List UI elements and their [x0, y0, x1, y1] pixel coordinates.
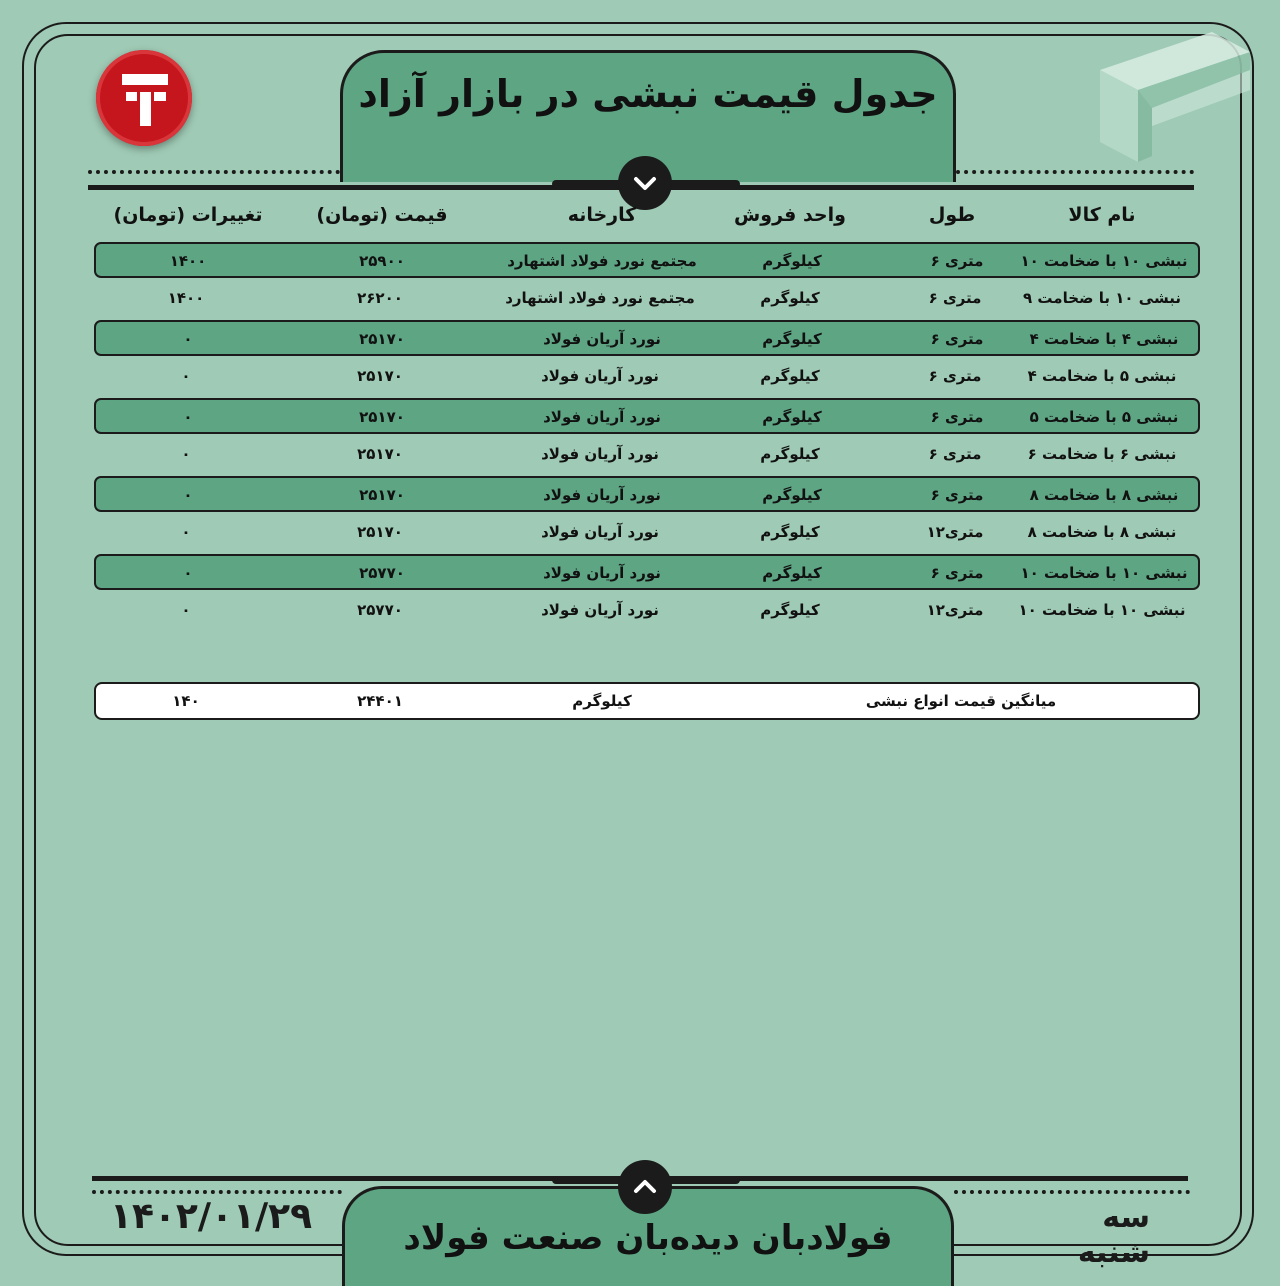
column-header-length: طول — [928, 204, 976, 226]
footer-date: ۱۴۰۲/۰۱/۲۹ — [110, 1196, 313, 1237]
cell-price: ۲۵۱۷۰ — [359, 486, 405, 504]
cell-change: ۰ — [181, 367, 191, 385]
table-row — [94, 242, 1200, 278]
average-price-summary — [94, 682, 1200, 720]
cell-change: ۰ — [181, 445, 191, 463]
footer-brand: فولادبان دیده‌بان صنعت فولاد — [403, 1218, 893, 1258]
cell-change: ۰ — [183, 408, 193, 426]
cell-change: ۰ — [181, 601, 191, 619]
cell-price: ۲۵۱۷۰ — [357, 523, 403, 541]
cell-product: نبشی ۵ با ضخامت ۵ — [1029, 408, 1179, 426]
cell-product: نبشی ۱۰ با ضخامت ۱۰ — [1018, 601, 1186, 619]
cell-factory: نورد آریان فولاد — [543, 486, 661, 504]
table-row — [94, 593, 1200, 629]
cell-factory: نورد آریان فولاد — [543, 330, 661, 348]
cell-factory: نورد آریان فولاد — [541, 523, 659, 541]
cell-unit: کیلوگرم — [762, 564, 822, 582]
cell-unit: کیلوگرم — [760, 289, 820, 307]
footer-day: سه شنبه — [1077, 1200, 1150, 1270]
cell-change: ۱۴۰۰ — [167, 289, 205, 307]
dotted-divider — [92, 1190, 342, 1194]
cell-price: ۲۵۱۷۰ — [359, 408, 405, 426]
cell-factory: نورد آریان فولاد — [541, 601, 659, 619]
column-header-unit: واحد فروش — [734, 204, 846, 226]
summary-unit: کیلوگرم — [572, 692, 632, 710]
summary-label: میانگین قیمت انواع نبشی — [865, 692, 1057, 710]
cell-length: متری ۶ — [930, 330, 984, 348]
dotted-divider — [954, 1190, 1190, 1194]
column-header-change: تغییرات (تومان) — [113, 204, 263, 226]
cell-product: نبشی ۱۰ با ضخامت ۱۰ — [1020, 252, 1188, 270]
cell-product: نبشی ۸ با ضخامت ۸ — [1029, 486, 1179, 504]
column-header-product: نام کالا — [1068, 204, 1136, 226]
cell-length: متری ۶ — [930, 486, 984, 504]
cell-unit: کیلوگرم — [760, 367, 820, 385]
cell-factory: مجتمع نورد فولاد اشتهارد — [507, 252, 697, 270]
table-row — [94, 476, 1200, 512]
cell-unit: کیلوگرم — [762, 486, 822, 504]
cell-product: نبشی ۴ با ضخامت ۴ — [1029, 330, 1179, 348]
dotted-divider — [88, 170, 340, 174]
table-row — [94, 320, 1200, 356]
cell-product: نبشی ۱۰ با ضخامت ۹ — [1023, 289, 1181, 307]
cell-product: نبشی ۵ با ضخامت ۴ — [1027, 367, 1177, 385]
cell-unit: کیلوگرم — [760, 601, 820, 619]
cell-change: ۰ — [183, 564, 193, 582]
cell-price: ۲۵۷۷۰ — [359, 564, 405, 582]
page-title: جدول قیمت نبشی در بازار آزاد — [358, 72, 938, 116]
column-header-price: قیمت (تومان) — [316, 204, 448, 226]
cell-length: متری ۶ — [928, 289, 982, 307]
cell-unit: کیلوگرم — [760, 445, 820, 463]
cell-product: نبشی ۶ با ضخامت ۶ — [1027, 445, 1177, 463]
cell-unit: کیلوگرم — [762, 330, 822, 348]
cell-length: متری ۶ — [930, 408, 984, 426]
brand-logo-icon — [96, 50, 192, 146]
summary-change: ۱۴۰ — [172, 692, 200, 710]
cell-unit: کیلوگرم — [762, 252, 822, 270]
table-row — [94, 554, 1200, 590]
table-row — [94, 359, 1200, 395]
steel-angle-icon — [1092, 30, 1252, 170]
cell-price: ۲۵۱۷۰ — [357, 367, 403, 385]
cell-change: ۰ — [183, 486, 193, 504]
cell-change: ۱۴۰۰ — [169, 252, 207, 270]
column-header-factory: کارخانه — [567, 204, 637, 226]
cell-product: نبشی ۸ با ضخامت ۸ — [1027, 523, 1177, 541]
cell-length: متری ۶ — [928, 367, 982, 385]
cell-length: متری ۶ — [930, 252, 984, 270]
cell-length: متری۱۲ — [926, 523, 984, 541]
table-row — [94, 281, 1200, 317]
cell-factory: نورد آریان فولاد — [541, 367, 659, 385]
cell-length: متری ۶ — [930, 564, 984, 582]
cell-change: ۰ — [181, 523, 191, 541]
cell-factory: مجتمع نورد فولاد اشتهارد — [505, 289, 695, 307]
cell-price: ۲۵۷۷۰ — [357, 601, 403, 619]
cell-unit: کیلوگرم — [760, 523, 820, 541]
cell-length: متری ۶ — [928, 445, 982, 463]
cell-factory: نورد آریان فولاد — [541, 445, 659, 463]
cell-length: متری۱۲ — [926, 601, 984, 619]
cell-factory: نورد آریان فولاد — [543, 564, 661, 582]
cell-product: نبشی ۱۰ با ضخامت ۱۰ — [1020, 564, 1188, 582]
cell-price: ۲۵۱۷۰ — [357, 445, 403, 463]
table-row — [94, 515, 1200, 551]
cell-factory: نورد آریان فولاد — [543, 408, 661, 426]
cell-price: ۲۶۲۰۰ — [357, 289, 403, 307]
cell-change: ۰ — [183, 330, 193, 348]
dotted-divider — [956, 170, 1194, 174]
chevron-up-icon — [618, 1160, 672, 1214]
chevron-down-icon — [618, 156, 672, 210]
table-row — [94, 398, 1200, 434]
cell-price: ۲۵۹۰۰ — [359, 252, 405, 270]
cell-unit: کیلوگرم — [762, 408, 822, 426]
table-row — [94, 437, 1200, 473]
summary-price: ۲۴۴۰۱ — [357, 692, 403, 710]
cell-price: ۲۵۱۷۰ — [359, 330, 405, 348]
